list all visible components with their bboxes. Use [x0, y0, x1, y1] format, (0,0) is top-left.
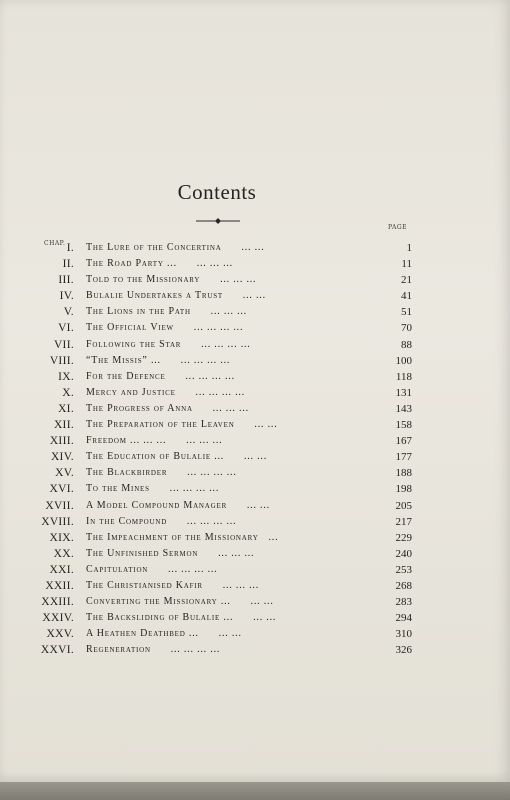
- dot-leader: ... ...: [254, 419, 278, 431]
- chapter-title: The Backsliding of Bulalie ... ... ...: [86, 612, 277, 624]
- chapter-title: A Model Compound Manager ... ...: [86, 499, 270, 511]
- chapter-title: For the Defence ... ... ... ...: [86, 370, 235, 382]
- page-number: 41: [401, 290, 412, 303]
- page-number: 188: [395, 467, 412, 480]
- page-bottom-edge: [0, 782, 510, 800]
- page-number: 21: [401, 274, 412, 287]
- toc-entry: [0, 353, 510, 369]
- chapter-column-label: CHAP.: [44, 240, 66, 247]
- page-number: 253: [395, 563, 412, 576]
- toc-entry: [0, 401, 510, 417]
- chapter-number: IX.: [58, 370, 74, 383]
- chapter-title: Told to the Missionary ... ... ...: [86, 274, 257, 286]
- chapter-title: The Road Party ... ... ... ...: [86, 258, 233, 270]
- page-number: 310: [395, 628, 412, 641]
- chapter-number: XVIII.: [41, 515, 74, 528]
- chapter-number: VIII.: [49, 354, 74, 367]
- toc-entry: [0, 417, 510, 433]
- chapter-number: XXIII.: [41, 596, 74, 609]
- chapter-title: Following the Star ... ... ... ...: [86, 338, 251, 350]
- toc-entry: [0, 256, 510, 272]
- page-number: 283: [395, 596, 412, 609]
- toc-entry: [0, 626, 510, 642]
- dot-leader: ...: [268, 531, 279, 543]
- toc-entry: [0, 449, 510, 465]
- chapter-number: XX.: [53, 547, 74, 560]
- page-number: 131: [395, 386, 412, 399]
- page-number: 143: [395, 402, 412, 415]
- chapter-number: II.: [62, 258, 74, 271]
- toc-entry: [0, 498, 510, 514]
- ornament-divider-icon: [196, 218, 240, 224]
- dot-leader: ... ... ... ...: [195, 386, 246, 398]
- chapter-number: I.: [66, 242, 74, 254]
- chapter-number: VII.: [53, 338, 74, 351]
- page-number: 11: [401, 258, 412, 271]
- dot-leader: ... ...: [242, 290, 266, 302]
- table-of-contents: [0, 240, 510, 658]
- chapter-number: XV.: [55, 467, 74, 480]
- chapter-title: The Blackbirder ... ... ... ...: [86, 467, 237, 479]
- chapter-title: The Unfinished Sermon ... ... ...: [86, 547, 255, 559]
- dot-leader: ... ... ...: [210, 306, 247, 318]
- chapter-number: XXI.: [49, 563, 74, 576]
- toc-entry: [0, 642, 510, 658]
- dot-leader: ... ... ... ...: [170, 644, 221, 656]
- page-title: Contents: [177, 180, 257, 204]
- toc-entry: [0, 288, 510, 304]
- chapter-title: In the Compound ... ... ... ...: [86, 515, 237, 527]
- dot-leader: ... ... ... ...: [193, 322, 244, 334]
- toc-entry: [0, 304, 510, 320]
- toc-entry: [0, 240, 510, 256]
- dot-leader: ... ...: [243, 451, 268, 463]
- chapter-number: XVI.: [49, 483, 74, 496]
- toc-entry: [0, 385, 510, 401]
- chapter-title: “The Missis” ... ... ... ... ...: [86, 354, 231, 366]
- chapter-number: XXII.: [45, 579, 74, 592]
- page-number: 158: [395, 419, 412, 432]
- chapter-number: XXIV.: [42, 612, 74, 625]
- dot-leader: ... ... ...: [222, 579, 260, 591]
- dot-leader: ... ... ...: [196, 258, 233, 270]
- page-number: 217: [395, 515, 412, 528]
- chapter-number: III.: [58, 274, 74, 287]
- chapter-number: XIII.: [49, 435, 74, 448]
- page-number: 51: [401, 306, 412, 319]
- page-number: 198: [395, 483, 412, 496]
- dot-leader: ... ...: [250, 596, 274, 608]
- chapter-number: XI.: [58, 402, 74, 415]
- page-number: 100: [395, 354, 412, 367]
- chapter-title: To the Mines ... ... ... ...: [86, 483, 220, 495]
- chapter-number: X.: [62, 386, 74, 399]
- toc-entry: [0, 337, 510, 353]
- toc-entry: [0, 594, 510, 610]
- page-number: 118: [395, 370, 412, 383]
- chapter-title: The Impeachment of the Missionary ...: [86, 531, 279, 543]
- toc-entry: [0, 514, 510, 530]
- chapter-title: Regeneration ... ... ... ...: [86, 644, 221, 656]
- chapter-number: XVII.: [45, 499, 74, 512]
- chapter-title: Bulalie Undertakes a Trust ... ...: [86, 290, 266, 302]
- chapter-number: XXVI.: [40, 644, 74, 657]
- toc-entry: [0, 546, 510, 562]
- chapter-title: Capitulation ... ... ... ...: [86, 563, 218, 575]
- chapter-number: XIX.: [49, 531, 74, 544]
- page-number: 240: [395, 547, 412, 560]
- page-number: 326: [395, 644, 412, 657]
- page-number: 167: [395, 435, 412, 448]
- chapter-number: VI.: [58, 322, 74, 335]
- chapter-title: Converting the Missionary ... ... ...: [86, 596, 274, 608]
- page-number: 70: [401, 322, 412, 335]
- dot-leader: ... ...: [246, 499, 270, 511]
- chapter-title: The Education of Bulalie ... ... ...: [86, 451, 268, 463]
- toc-entry: [0, 272, 510, 288]
- toc-entry: [0, 433, 510, 449]
- dot-leader: ... ...: [241, 242, 265, 253]
- dot-leader: ... ... ...: [218, 547, 255, 559]
- chapter-number: V.: [63, 306, 74, 319]
- page-number: 268: [395, 579, 412, 592]
- chapter-title: The Official View ... ... ... ...: [86, 322, 244, 334]
- dot-leader: ... ... ... ...: [186, 515, 237, 527]
- chapter-title: The Lure of the Concertina ... ...: [86, 242, 265, 253]
- dot-leader: ... ... ... ...: [167, 563, 218, 575]
- page-number: 229: [395, 531, 412, 544]
- chapter-title: Freedom ... ... ... ... ... ...: [86, 435, 223, 447]
- chapter-title: The Preparation of the Leaven ... ...: [86, 419, 278, 431]
- toc-entry: [0, 610, 510, 626]
- dot-leader: ... ... ... ...: [201, 338, 251, 350]
- chapter-title: The Christianised Kafir ... ... ...: [86, 579, 260, 591]
- dot-leader: ... ... ...: [212, 402, 249, 414]
- toc-entry: [0, 465, 510, 481]
- page-number: 1: [406, 242, 412, 254]
- dot-leader: ... ... ... ...: [187, 467, 237, 479]
- chapter-title: Mercy and Justice ... ... ... ...: [86, 386, 246, 398]
- toc-entry: [0, 562, 510, 578]
- toc-entry: [0, 369, 510, 385]
- toc-entry: [0, 320, 510, 336]
- toc-entry: [0, 578, 510, 594]
- page-number: 294: [395, 612, 412, 625]
- dot-leader: ... ...: [253, 612, 277, 624]
- toc-entry: [0, 481, 510, 497]
- toc-entry: [0, 530, 510, 546]
- dot-leader: ... ... ... ...: [180, 354, 231, 366]
- chapter-title: A Heathen Deathbed ... ... ...: [86, 628, 242, 640]
- chapter-number: XXV.: [46, 628, 74, 641]
- dot-leader: ... ... ...: [220, 274, 257, 286]
- dot-leader: ... ... ...: [186, 435, 223, 447]
- chapter-title: The Progress of Anna ... ... ...: [86, 402, 249, 414]
- chapter-number: IV.: [59, 290, 74, 303]
- page-number: 88: [401, 338, 412, 351]
- page-number: 177: [395, 451, 412, 464]
- page-number: 205: [395, 499, 412, 512]
- chapter-title: The Lions in the Path ... ... ...: [86, 306, 247, 318]
- dot-leader: ... ... ... ...: [185, 370, 235, 382]
- page-column-label: PAGE: [388, 224, 407, 231]
- dot-leader: ... ... ... ...: [169, 483, 220, 495]
- dot-leader: ... ...: [218, 628, 242, 640]
- chapter-number: XII.: [53, 419, 74, 432]
- chapter-number: XIV.: [50, 451, 74, 464]
